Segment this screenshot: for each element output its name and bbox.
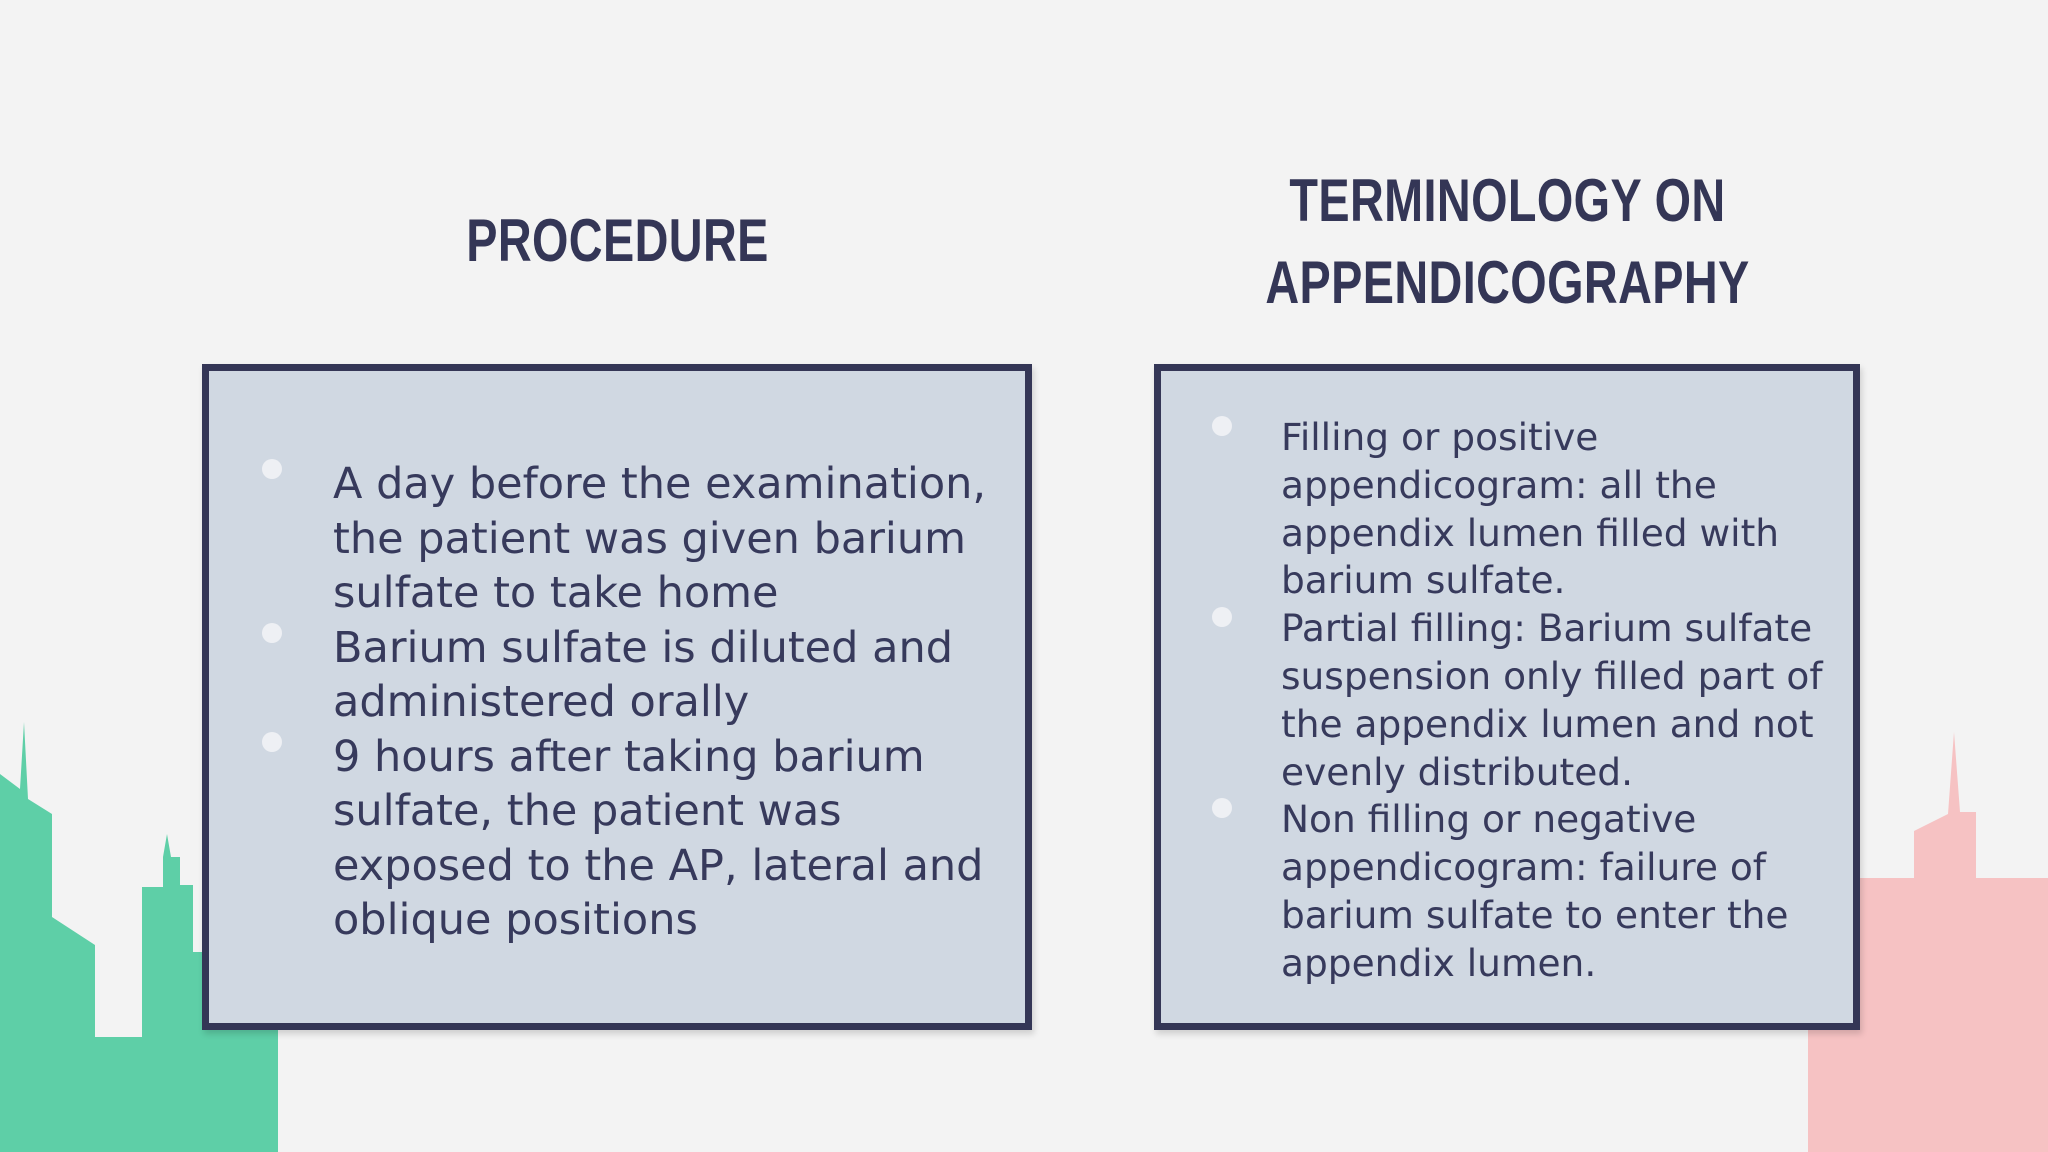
bullet-dot-icon	[262, 459, 282, 479]
terminology-list	[1281, 414, 1861, 988]
procedure-title: PROCEDURE	[466, 207, 769, 274]
terminology-item	[1281, 414, 1861, 605]
bullet-dot-icon	[1212, 607, 1232, 627]
bullet-dot-icon	[262, 732, 282, 752]
terminology-item-text: Non filling or negative appendicogram: failure of barium sulfate to enter the appendix lumen.	[1281, 797, 1789, 985]
terminology-item	[1281, 796, 1861, 987]
procedure-item	[333, 621, 1023, 730]
procedure-list	[333, 457, 1023, 948]
procedure-item	[333, 457, 1023, 621]
procedure-item-text: 9 hours after taking barium sulfate, the patient was exposed to the AP, lateral and oblique positions	[333, 731, 984, 945]
terminology-title-line-2: APPENDICOGRAPHY	[1265, 249, 1750, 316]
bullet-dot-icon	[1212, 416, 1232, 436]
procedure-card	[202, 364, 1032, 1030]
procedure-item-text: A day before the examination, the patient was given barium sulfate to take home	[333, 459, 987, 618]
terminology-item-text: Partial filling: Barium sulfate suspension only filled part of the appendix lumen and not evenly distributed.	[1281, 606, 1823, 794]
bullet-dot-icon	[1212, 798, 1232, 818]
terminology-title	[1236, 160, 1778, 324]
terminology-card	[1154, 364, 1860, 1030]
procedure-item-text: Barium sulfate is diluted and administered orally	[333, 622, 953, 727]
procedure-item	[333, 730, 1023, 948]
terminology-item-text: Filling or positive appendicogram: all the appendix lumen filled with barium sulfate.	[1281, 415, 1780, 603]
terminology-title-line-1: TERMINOLOGY ON	[1289, 167, 1726, 234]
bullet-dot-icon	[262, 623, 282, 643]
terminology-item	[1281, 605, 1861, 796]
